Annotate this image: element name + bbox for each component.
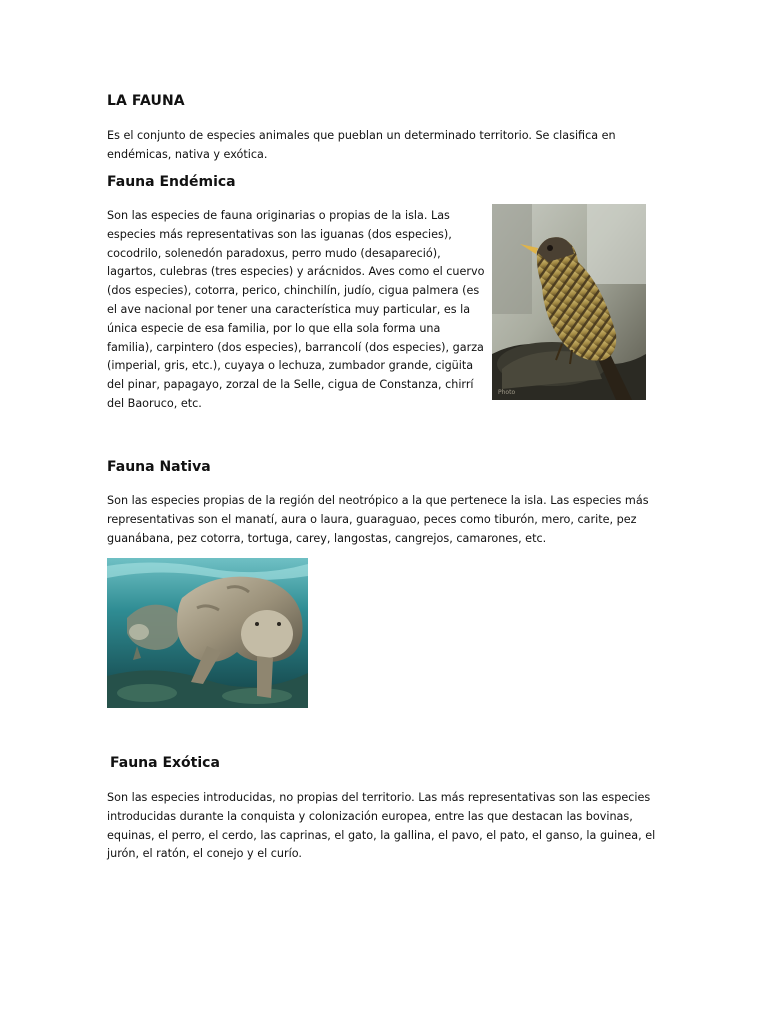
paragraph-line: equinas, el perro, el cerdo, las caprinas, el gato, la gallina, el pavo, el pato, el ganso, la guinea, el: [107, 828, 656, 842]
manatee-icon: [107, 558, 308, 708]
svg-text:Photo: Photo: [498, 389, 516, 396]
paragraph-fauna-nativa: [107, 492, 652, 548]
manatee-underwater-photo: [107, 558, 308, 708]
paragraph-line: familia), carpintero (dos especies), barrancolí (dos especies), garza: [107, 340, 484, 354]
paragraph-line: representativas son el manatí, aura o laura, guaraguao, peces como tiburón, mero, carite, pez: [107, 512, 637, 526]
paragraph-line: jurón, el ratón, el conejo y el curío.: [107, 847, 302, 861]
paragraph-line: lagartos, culebras (tres especies) y arácnidos. Aves como el cuervo: [107, 265, 485, 279]
paragraph-line: (dos especies), cotorra, perico, chinchilín, judío, cigua palmera (es: [107, 284, 480, 298]
paragraph-line: Son las especies de fauna originarias o propias de la isla. Las: [107, 209, 450, 222]
paragraph-fauna-exotica: [107, 789, 656, 864]
paragraph-line: única especie de esa familia, por lo que ella sola forma una: [107, 321, 441, 335]
heading-fauna-nativa: Fauna Nativa: [107, 459, 211, 475]
paragraph-line: guanábana, pez cotorra, tortuga, carey, langostas, cangrejos, camarones, etc.: [107, 531, 547, 545]
heading-fauna-endemica: Fauna Endémica: [107, 174, 236, 190]
intro-line: endémicas, nativa y exótica.: [107, 148, 268, 161]
intro-line: Es el conjunto de especies animales que pueblan un determinado territorio. Se clasifica en: [107, 129, 616, 142]
paragraph-line: Son las especies introducidas, no propias del territorio. Las más representativas son las especies: [107, 791, 651, 804]
intro-paragraph: [107, 126, 647, 164]
page-title: LA FAUNA: [107, 93, 185, 109]
palmchat-bird-photo: [492, 204, 646, 400]
paragraph-line: el ave nacional por tener una característica muy particular, es la: [107, 302, 471, 316]
palmchat-bird-icon: [492, 204, 646, 400]
paragraph-line: especies más representativas son las iguanas (dos especies),: [107, 227, 452, 241]
paragraph-fauna-endemica: [107, 207, 487, 414]
heading-fauna-exotica: Fauna Exótica: [110, 755, 220, 771]
paragraph-line: del pinar, papagayo, zorzal de la Selle, cigua de Constanza, chirrí: [107, 378, 474, 392]
paragraph-line: introducidas durante la conquista y colonización europea, entre las que destacan las bovinas,: [107, 809, 633, 823]
paragraph-line: Son las especies propias de la región del neotrópico a la que pertenece la isla. Las especies más: [107, 494, 649, 507]
paragraph-line: del Baoruco, etc.: [107, 396, 202, 410]
paragraph-line: cocodrilo, solenedón paradoxus, perro mudo (desapareció),: [107, 246, 441, 260]
paragraph-line: (imperial, gris, etc.), cuyaya o lechuza, zumbador grande, cigüita: [107, 359, 474, 373]
